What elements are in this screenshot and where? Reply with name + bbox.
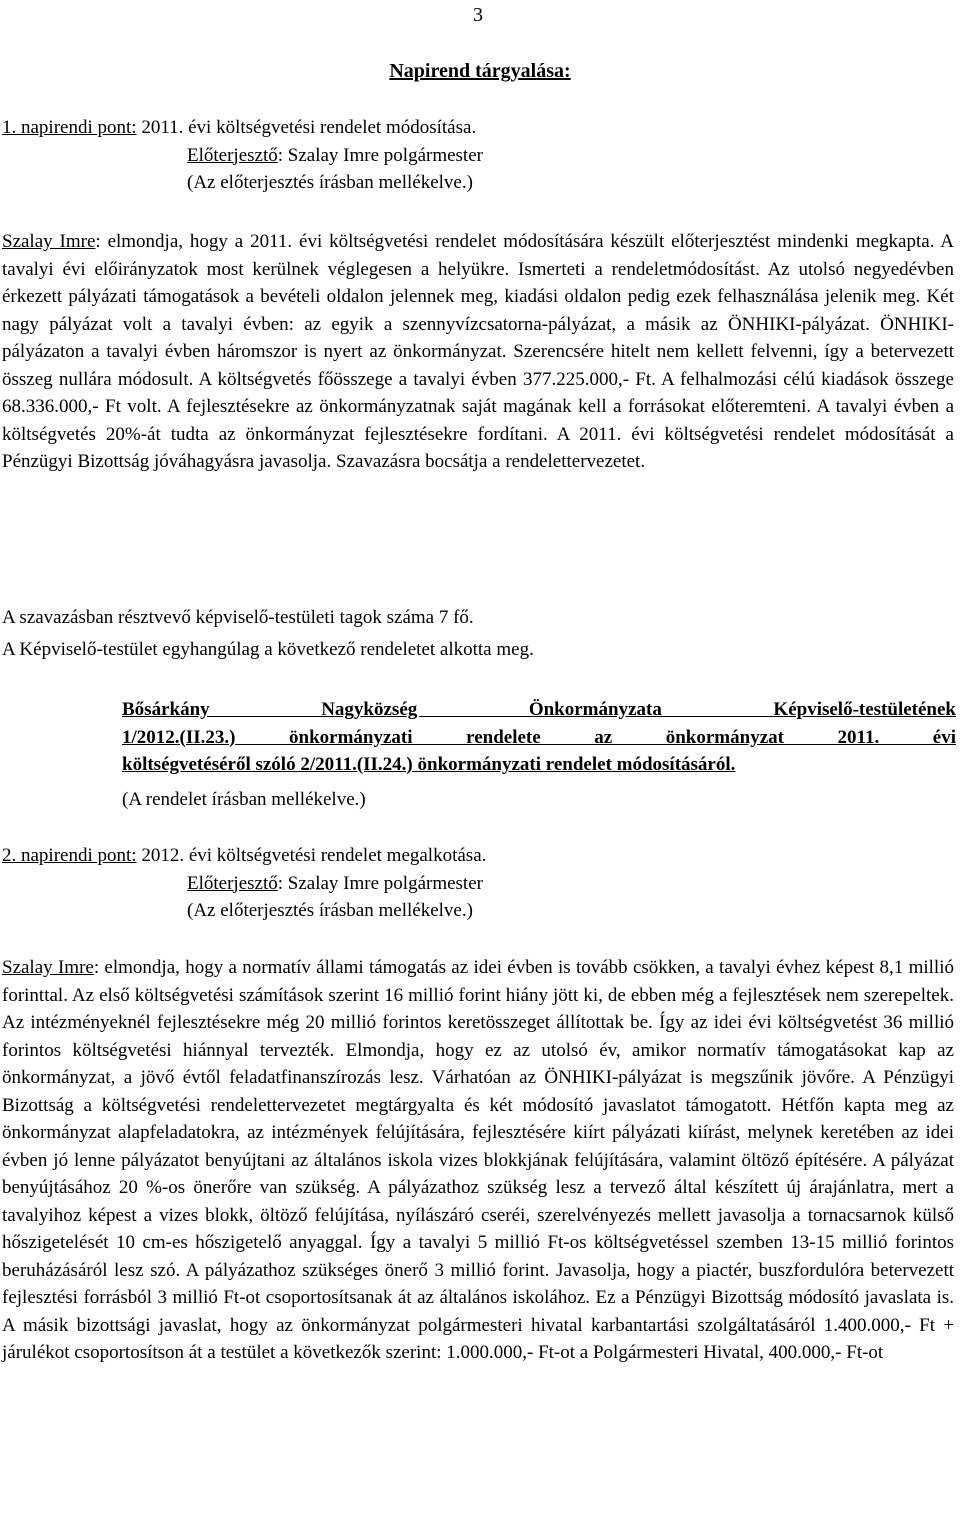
agenda-item-2-title: 2012. évi költségvetési rendelet megalkotása.: [136, 845, 487, 866]
agenda-item-1-presenter: : Szalay Imre polgármester: [277, 144, 483, 166]
agenda-item-1: [2, 114, 483, 197]
agenda-item-2-label: 2. napirendi pont:: [2, 845, 137, 866]
agenda-item-1-presenter-label: Előterjesztő: [187, 144, 278, 166]
agenda-item-1-presenter-line: [2, 142, 483, 170]
agenda-item-1-title-line: [2, 114, 483, 142]
speech-1-text: : elmondja, hogy a 2011. évi költségvetési rendelet módosítására készült előterjesztést mindenki megkapta. A tavalyi évi előirányzatok most kerülnek véglegesen a helyükre. Ismerteti a rendeletmódosítást. Az utolsó negyedévben érkezett pályázati támogatások a bevételi oldalon jelennek meg, kiadási oldalon pedig ezek felhasználása jelenik meg. Két nagy pályázat volt a tavalyi évben: az egyik a szennyvízcsatorna-pályázat, a másik az ÖNHIKI-pályázat. ÖNHIKI-pályázaton a tavalyi évben háromszor is nyert az önkormányzat. Szerencsére hitelt nem kellett felvenni, így a betervezett összeg nullára módosult. A költségvetés főösszege a tavalyi évben 377.225.000,- Ft. A felhalmozási célú kiadások összege 68.336.000,- Ft volt. A fejlesztésekre az önkormányzatnak saját magának kell a forrásokat előteremteni. A tavalyi évben a költségvetés 20%-át tudta az önkormányzat fejlesztésekre fordítani. A 2011. évi költségvetési rendelet módosítását a Pénzügyi Bizottság jóváhagyásra javasolja. Szavazásra bocsátja a rendelettervezetet.: [2, 231, 954, 472]
speech-paragraph-1: [2, 228, 954, 476]
agenda-item-2: [2, 842, 486, 925]
agenda-item-1-title: 2011. évi költségvetési rendelet módosítása.: [136, 117, 477, 138]
agenda-item-2-presenter-label: Előterjesztő: [187, 872, 278, 894]
vote-result-line: A Képviselő-testület egyhangúlag a következő rendeletet alkotta meg.: [2, 639, 534, 660]
speech-2-text: : elmondja, hogy a normatív állami támogatás az idei évben is tovább csökken, a tavalyi évhez képest 8,1 millió forinttal. Az első költségvetési számítások szerint 16 millió forint hiány jött ki, de ebben még a fejlesztések nem szerepeltek. Az intézményeknél fejlesztésekre még 20 millió forintos keretösszeget állítottak be. Így az idei évi költségvetést 36 millió forintos költségvetési hiánnyal tervezték. Elmondja, hogy ez az utolsó év, amikor normatív támogatásokat kap az önkormányzat, a jövő évtől feladatfinanszírozás lesz. Várhatóan az ÖNHIKI-pályázat is megszűnik jövőre. A Pénzügyi Bizottság a költségvetési rendelettervezetet megtárgyalta és két módosító javaslatot támogatott. Hétfőn kapta meg az önkormányzat alapfeladatokra, az intézmények felújítására, fejlesztésére kiírt pályázati kiírást, melynek keretében az idei évben jó lenne pályázatot benyújtani az általános iskola vizes blokkjának felújítására, valamint öltöző építésére. A pályázat benyújtásához 20 %-os önerőre van szükség. A pályázathoz szükség lesz a tervező által készített új árajánlatra, mert a tavalyihoz képest a vizes blokk, öltöző felújítása, nyílászáró cseréi, szerelvényezés mellett javasolja a tornacsarnok külső hőszigetelését 10 cm-es hőszigetelő anyaggal. Így a tavalyi 5 millió Ft-os költségvetéssel szemben 13-15 millió forintos beruházásáról lesz szó. A pályázathoz szükséges önerő 3 millió forint. Javasolja, hogy a piactér, buszfordulóra betervezett fejlesztési forrásból 3 millió Ft-ot csoportosítsanak át az általános iskolához. Ez a Pénzügyi Bizottság módosító javaslata is. A másik bizottsági javaslat, hogy az önkormányzat polgármesteri hivatal karbantartási szolgáltatásáról 1.400.000,- Ft + járulékot csoportosítson át a testület a következők szerint: 1.000.000,- Ft-ot a Polgármesteri Hivatal, 400.000,- Ft-ot: [2, 957, 954, 1363]
speech-1-speaker: Szalay Imre: [2, 231, 96, 252]
page-number: 3: [473, 4, 483, 26]
decree-title-line-2: 1/2012.(II.23.) önkormányzati rendelete az önkormányzat 2011. évi: [122, 726, 956, 748]
agenda-item-2-attachment: (Az előterjesztés írásban mellékelve.): [187, 900, 473, 921]
vote-count-line: A szavazásban résztvevő képviselő-testületi tagok száma 7 fő.: [2, 607, 474, 628]
agenda-item-2-presenter-line: [2, 870, 486, 898]
speech-2-speaker: Szalay Imre: [2, 957, 94, 978]
decree-title-line-3: költségvetéséről szóló 2/2011.(II.24.) önkormányzati rendelet módosításáról.: [122, 754, 736, 775]
agenda-item-1-label: 1. napirendi pont:: [2, 117, 137, 138]
decree-title-line-1: Bősárkány Nagyközség Önkormányzata Képviselő-testületének: [122, 699, 956, 720]
agenda-item-1-attachment: (Az előterjesztés írásban mellékelve.): [187, 172, 473, 193]
agenda-item-2-title-line: [2, 842, 486, 870]
speech-paragraph-2: [2, 954, 954, 1367]
decree-title: [122, 696, 956, 779]
decree-note: (A rendelet írásban mellékelve.): [122, 789, 366, 810]
agenda-heading: Napirend tárgyalása:: [389, 60, 571, 82]
agenda-item-2-presenter: : Szalay Imre polgármester: [277, 872, 483, 894]
